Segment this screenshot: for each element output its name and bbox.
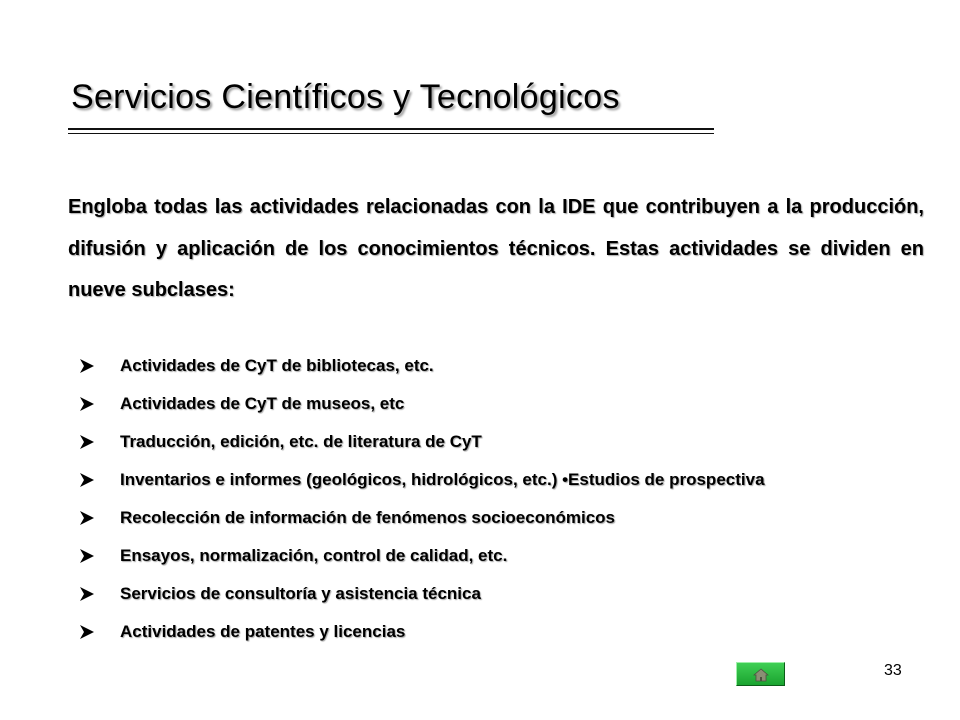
subclass-item bbox=[79, 537, 765, 575]
subclass-label: Recolección de información de fenómenos socioeconómicos bbox=[120, 508, 616, 527]
subclass-label: Actividades de patentes y licencias bbox=[120, 622, 406, 641]
subclass-label: Actividades de CyT de museos, etc bbox=[120, 394, 405, 413]
arrow-bullet-icon bbox=[79, 548, 95, 564]
slide-title: Servicios Científicos y Tecnológicos bbox=[71, 78, 620, 116]
subclass-item bbox=[79, 613, 765, 651]
title-underline bbox=[68, 128, 714, 130]
intro-paragraph: Engloba todas las actividades relacionadas con la IDE que contribuyen a la producción, difusión y aplicación de los conocimientos técnicos. Estas actividades se dividen en nueve subclases: bbox=[68, 196, 924, 301]
home-icon bbox=[753, 668, 769, 682]
subclass-item bbox=[79, 461, 765, 499]
subclass-label: Actividades de CyT de bibliotecas, etc. bbox=[120, 356, 434, 375]
arrow-bullet-icon bbox=[79, 358, 95, 374]
page-number: 33 bbox=[884, 662, 902, 679]
subclass-list bbox=[79, 347, 765, 651]
arrow-bullet-icon bbox=[79, 434, 95, 450]
subclass-label: Inventarios e informes (geológicos, hidrológicos, etc.) •Estudios de prospectiva bbox=[120, 470, 765, 489]
home-button[interactable] bbox=[736, 662, 785, 686]
title-underline-secondary bbox=[68, 133, 714, 134]
arrow-bullet-icon bbox=[79, 624, 95, 640]
subclass-item bbox=[79, 423, 765, 461]
subclass-label: Servicios de consultoría y asistencia técnica bbox=[120, 584, 481, 603]
subclass-item bbox=[79, 499, 765, 537]
arrow-bullet-icon bbox=[79, 586, 95, 602]
subclass-label: Ensayos, normalización, control de calidad, etc. bbox=[120, 546, 508, 565]
subclass-label: Traducción, edición, etc. de literatura de CyT bbox=[120, 432, 482, 451]
subclass-item bbox=[79, 347, 765, 385]
arrow-bullet-icon bbox=[79, 510, 95, 526]
subclass-item bbox=[79, 575, 765, 613]
arrow-bullet-icon bbox=[79, 472, 95, 488]
subclass-item bbox=[79, 385, 765, 423]
arrow-bullet-icon bbox=[79, 396, 95, 412]
